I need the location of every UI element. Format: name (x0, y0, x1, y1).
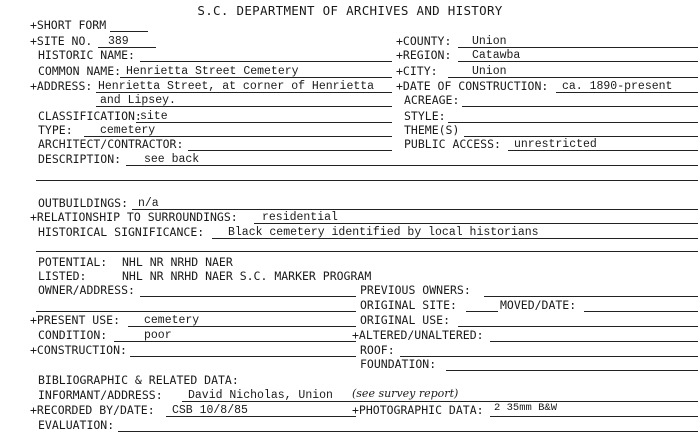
address-label: +ADDRESS: (30, 79, 93, 93)
photographic-value: 2 35mm B&W (494, 402, 558, 414)
condition-line (114, 341, 356, 342)
description-line2 (36, 180, 698, 181)
foundation-label: FOUNDATION: (360, 357, 437, 371)
public-access-line (508, 150, 698, 151)
region-line (458, 61, 698, 62)
relationship-line (254, 223, 698, 224)
roof-label: ROOF: (360, 343, 395, 357)
historical-significance-value: Black cemetery identified by local historians (228, 226, 539, 239)
city-label: +CITY: (396, 64, 438, 78)
informant-label: INFORMANT/ADDRESS: (38, 388, 163, 402)
listed-options: NHL NR NRHD NAER S.C. MARKER PROGRAM (122, 269, 372, 283)
photographic-label: +PHOTOGRAPHIC DATA: (352, 403, 484, 417)
description-line1 (126, 165, 698, 166)
classification-value: site (140, 110, 168, 123)
address-value-line2: and Lipsey. (100, 94, 176, 107)
description-value: see back (144, 153, 200, 166)
county-value: Union (472, 35, 507, 48)
photographic-line (490, 416, 698, 417)
classification-label: CLASSIFICATION: (38, 109, 142, 123)
moved-date-line (584, 311, 698, 312)
common-name-value: Henrietta Street Cemetery (126, 65, 299, 78)
previous-owners-label: PREVIOUS OWNERS: (360, 283, 471, 297)
date-construction-line (556, 92, 698, 93)
owner-address-line1 (140, 296, 356, 297)
informant-handwritten-note: (see survey report) (352, 387, 459, 400)
address-line2 (96, 106, 392, 107)
site-no-value: 389 (108, 35, 129, 48)
previous-owners-line (484, 296, 698, 297)
historic-name-line (140, 61, 392, 62)
condition-label: CONDITION: (38, 328, 108, 342)
roof-line (400, 356, 698, 357)
listed-label: LISTED: (38, 269, 87, 283)
present-use-label: +PRESENT USE: (30, 313, 121, 327)
outbuildings-label: OUTBUILDINGS: (38, 196, 129, 210)
informant-line (182, 401, 698, 402)
evaluation-line (118, 431, 698, 432)
significance-line2 (36, 251, 698, 252)
type-value: cemetery (100, 124, 156, 137)
foundation-line (446, 370, 698, 371)
bibliographic-label: BIBLIOGRAPHIC & RELATED DATA: (38, 373, 239, 387)
county-line (458, 47, 698, 48)
type-label: TYPE: (38, 123, 73, 137)
recorded-by-line (166, 416, 356, 417)
original-site-line (466, 311, 498, 312)
evaluation-label: EVALUATION: (38, 418, 115, 432)
outbuildings-value: n/a (138, 197, 159, 210)
page-title: S.C. DEPARTMENT OF ARCHIVES AND HISTORY (197, 3, 503, 18)
common-name-label: COMMON NAME: (38, 64, 122, 78)
altered-label: +ALTERED/UNALTERED: (352, 328, 484, 342)
historical-significance-line (212, 238, 698, 239)
architect-line (188, 150, 392, 151)
classification-line (136, 122, 392, 123)
county-label: +COUNTY: (396, 34, 452, 48)
present-use-value: cemetery (144, 314, 200, 327)
owner-address-line2 (36, 311, 356, 312)
site-no-label: +SITE NO. (30, 34, 93, 48)
city-line (448, 77, 698, 78)
acreage-label: ACREAGE: (404, 93, 460, 107)
short-form-line (110, 31, 148, 32)
historical-significance-label: HISTORICAL SIGNIFICANCE: (38, 225, 205, 239)
architect-label: ARCHITECT/CONTRACTOR: (38, 137, 184, 151)
acreage-line (462, 106, 698, 107)
address-value-line1: Henrietta Street, at corner of Henrietta (98, 80, 375, 93)
present-use-line (128, 326, 356, 327)
altered-line (490, 341, 698, 342)
original-use-label: ORIGINAL USE: (360, 313, 451, 327)
public-access-label: PUBLIC ACCESS: (404, 137, 501, 151)
original-site-label: ORIGINAL SITE: (360, 298, 457, 312)
construction-label: +CONSTRUCTION: (30, 343, 127, 357)
style-line (448, 122, 698, 123)
common-name-line (120, 77, 392, 78)
public-access-value: unrestricted (514, 138, 597, 151)
potential-label: POTENTIAL: (38, 255, 108, 269)
style-label: STYLE: (404, 109, 446, 123)
moved-date-label: MOVED/DATE: (500, 298, 577, 312)
informant-value: David Nicholas, Union (188, 389, 333, 402)
region-value: Catawba (472, 49, 521, 62)
address-line1 (96, 92, 392, 93)
original-use-line (458, 326, 698, 327)
potential-options: NHL NR NRHD NAER (122, 255, 233, 269)
condition-value: poor (144, 329, 172, 342)
construction-line (130, 356, 356, 357)
historic-name-label: HISTORIC NAME: (38, 48, 135, 62)
recorded-by-value: CSB 10/8/85 (172, 404, 248, 417)
relationship-label: +RELATIONSHIP TO SURROUNDINGS: (30, 210, 238, 224)
date-construction-label: +DATE OF CONSTRUCTION: (396, 79, 549, 93)
relationship-value: residential (262, 211, 338, 224)
owner-address-label: OWNER/ADDRESS: (38, 283, 135, 297)
date-construction-value: ca. 1890-present (562, 80, 673, 93)
theme-label: THEME(S) (404, 123, 460, 137)
short-form-label: +SHORT FORM (30, 18, 107, 32)
description-label: DESCRIPTION: (38, 152, 122, 166)
city-value: Union (472, 65, 507, 78)
region-label: +REGION: (396, 48, 452, 62)
recorded-by-label: +RECORDED BY/DATE: (30, 403, 155, 417)
